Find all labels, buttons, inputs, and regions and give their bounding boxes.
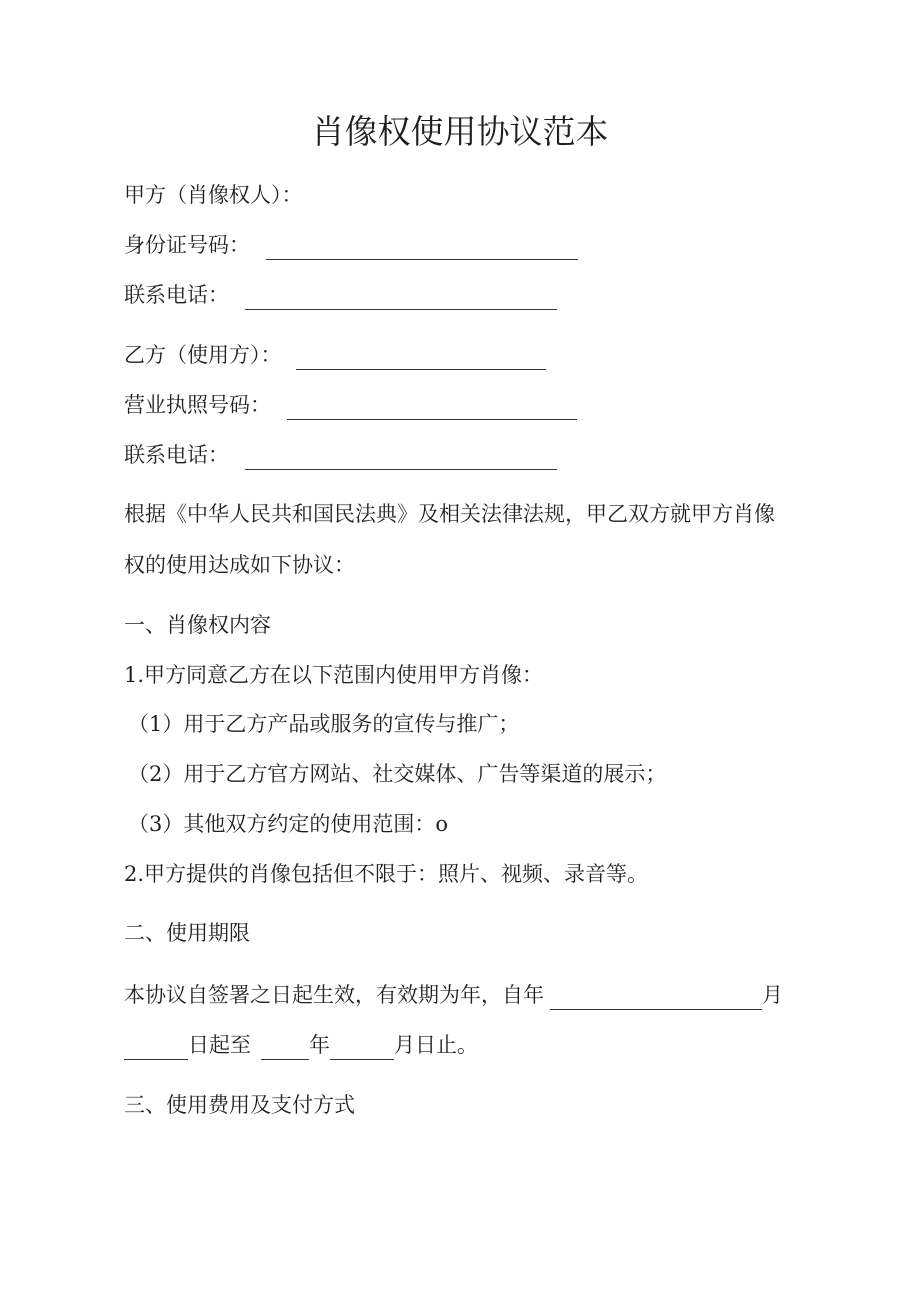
section-1-sub-3: （3）其他双方约定的使用范围：o bbox=[128, 812, 449, 836]
party-b-license-line bbox=[124, 390, 577, 420]
section-2-line-2: 日起至 年 月日止。 bbox=[124, 1030, 478, 1060]
party-b-phone-line bbox=[124, 440, 557, 470]
party-b-label: 乙方（使用方）： bbox=[124, 343, 282, 367]
party-b-phone-field[interactable] bbox=[245, 447, 557, 470]
party-a-id-label: 身份证号码： bbox=[124, 233, 250, 257]
end-year-field[interactable] bbox=[261, 1037, 309, 1060]
party-a-phone-label: 联系电话： bbox=[124, 283, 229, 307]
section-2-heading: 二、使用期限 bbox=[124, 921, 250, 945]
party-a-id-line bbox=[124, 230, 578, 260]
section-2-line-1: 本协议自签署之日起生效，有效期为年，自年 月 bbox=[124, 980, 783, 1010]
preamble-line-2: 权的使用达成如下协议： bbox=[124, 553, 355, 577]
party-a-id-field[interactable] bbox=[266, 237, 578, 260]
section-3-heading: 三、使用费用及支付方式 bbox=[124, 1093, 355, 1117]
section-1-item-1: 1.甲方同意乙方在以下范围内使用甲方肖像： bbox=[124, 663, 544, 687]
party-a-phone-field[interactable] bbox=[245, 287, 557, 310]
party-b-name-field[interactable] bbox=[296, 347, 546, 370]
document-title: 肖像权使用协议范本 bbox=[311, 112, 609, 151]
party-a-label: 甲方（肖像权人）： bbox=[124, 183, 303, 207]
party-b-label-line bbox=[124, 340, 546, 370]
section-1-sub-2: （2）用于乙方官方网站、社交媒体、广告等渠道的展示； bbox=[128, 762, 667, 786]
party-b-license-label: 营业执照号码： bbox=[124, 393, 271, 417]
start-day-field[interactable] bbox=[124, 1037, 188, 1060]
party-b-phone-label: 联系电话： bbox=[124, 443, 229, 467]
preamble-line-1: 根据《中华人民共和国民法典》及相关法律法规，甲乙双方就甲方肖像 bbox=[124, 502, 775, 526]
section-1-sub-1: （1）用于乙方产品或服务的宣传与推广； bbox=[128, 712, 520, 736]
party-b-license-field[interactable] bbox=[287, 397, 577, 420]
start-date-field[interactable] bbox=[550, 987, 762, 1010]
section-1-item-2: 2.甲方提供的肖像包括但不限于：照片、视频、录音等。 bbox=[124, 862, 649, 886]
party-a-phone-line bbox=[124, 280, 557, 310]
party-a-label-line bbox=[124, 180, 303, 210]
section-1-heading: 一、肖像权内容 bbox=[124, 613, 271, 637]
end-month-field[interactable] bbox=[330, 1037, 394, 1060]
